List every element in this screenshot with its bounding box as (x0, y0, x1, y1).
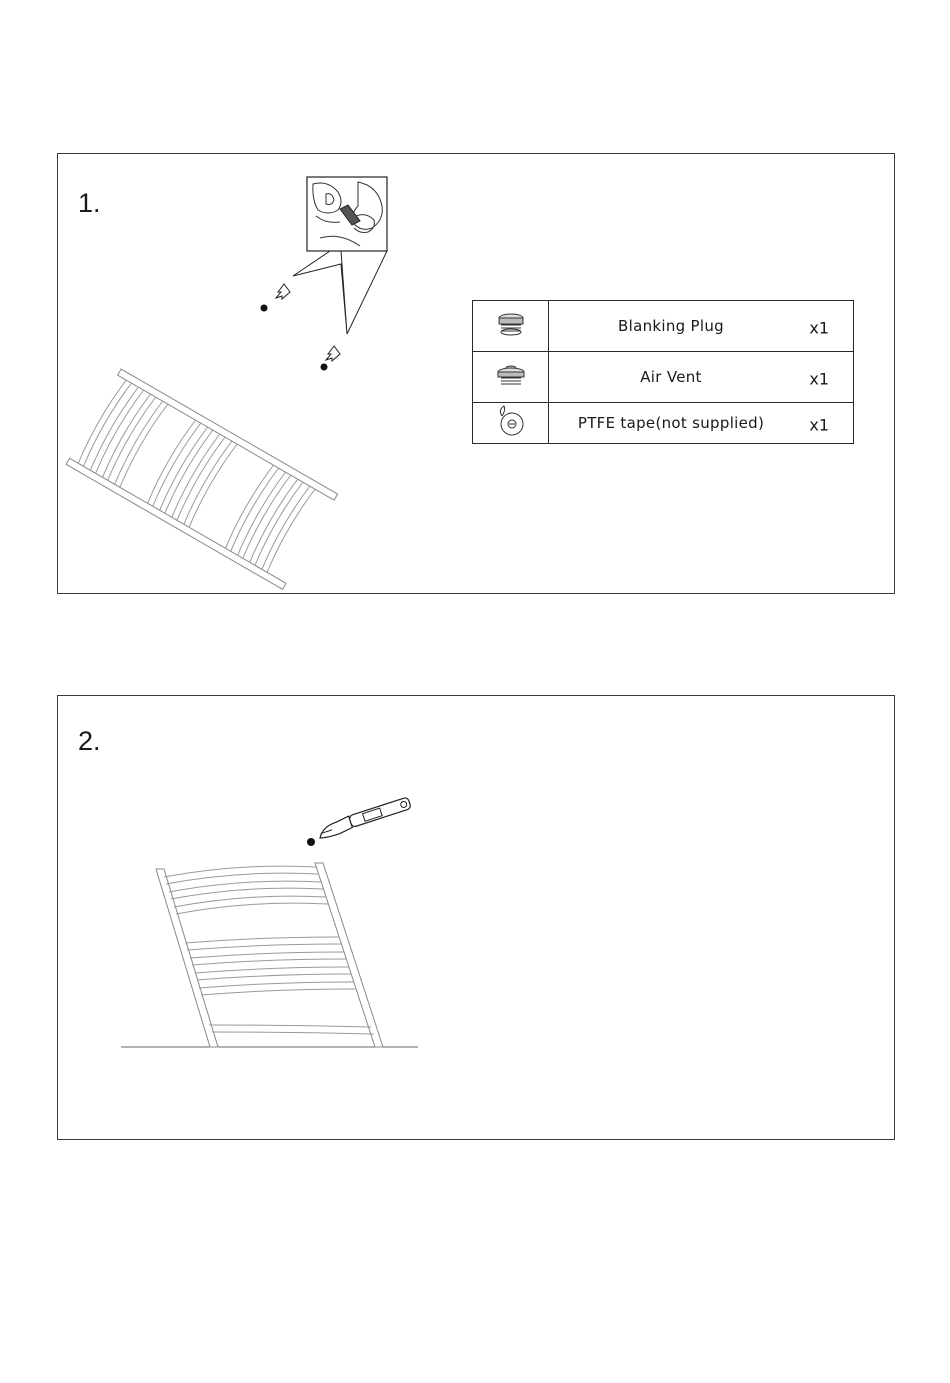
part-label-cell (549, 403, 854, 444)
radiator-install-illustration (58, 154, 478, 594)
air-vent-dot (321, 364, 328, 371)
part-quantity: x1 (809, 415, 829, 435)
arrow-icon (326, 346, 340, 361)
part-label-cell (549, 352, 854, 403)
step-number: 1. (78, 188, 101, 218)
part-name: Air Vent (640, 368, 702, 386)
part-icon-cell (473, 301, 549, 352)
part-label-cell (549, 301, 854, 352)
blanking-plug-dot (261, 305, 268, 312)
part-icon-cell (473, 403, 549, 444)
step-2-panel (57, 695, 895, 1140)
blanking-plug-icon (494, 311, 528, 337)
ptfe-tape-icon (494, 404, 528, 438)
part-quantity: x1 (809, 369, 829, 389)
radiator-icon (66, 369, 338, 589)
part-name: Blanking Plug (618, 317, 724, 335)
part-icon-cell (473, 352, 549, 403)
wrench-icon (316, 797, 412, 840)
step-number: 2. (78, 726, 101, 756)
radiator-wrench-illustration (58, 696, 478, 1096)
arrow-icon (276, 284, 290, 299)
table-row (473, 352, 854, 403)
table-row (473, 403, 854, 444)
radiator-icon (156, 863, 383, 1047)
part-name: PTFE tape(not supplied) (577, 414, 765, 432)
tape-application-inset (307, 177, 387, 251)
air-vent-icon (494, 362, 528, 388)
step-1-panel (57, 153, 895, 594)
air-vent-dot (307, 838, 315, 846)
parts-list-table (472, 300, 854, 444)
table-row (473, 301, 854, 352)
part-quantity: x1 (809, 318, 829, 338)
